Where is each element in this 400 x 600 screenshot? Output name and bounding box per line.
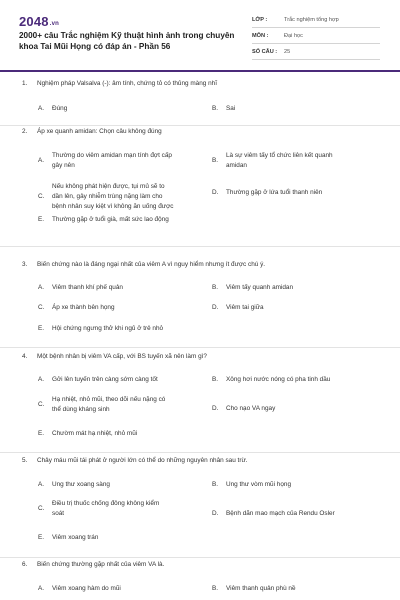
option-d[interactable] [212, 303, 382, 313]
question-separator [0, 125, 400, 126]
option-a[interactable] [38, 375, 208, 385]
option-letter: B. [212, 585, 219, 592]
option-letter: A. [38, 481, 45, 488]
question-text [22, 457, 248, 464]
question-text [22, 561, 164, 568]
option-a[interactable] [38, 104, 208, 114]
meta-key: LỚP : [252, 16, 268, 23]
question-body: Biến chứng nào là đáng ngại nhất của viêm A vì nguy hiểm nhưng ít được chú ý. [37, 261, 266, 268]
question-number: 1. [22, 80, 28, 87]
meta-key: SỐ CÂU : [252, 48, 278, 55]
meta-row-subject [252, 28, 380, 44]
option-letter: C. [38, 304, 45, 311]
option-letter: D. [212, 189, 219, 196]
option-text: Gởi lên tuyến trên càng sớm càng tốt [52, 376, 158, 383]
option-b[interactable] [212, 584, 382, 594]
option-e[interactable] [38, 429, 208, 439]
option-d[interactable] [212, 188, 382, 198]
question-number: 4. [22, 353, 28, 360]
option-text: Hạ nhiệt, nhỏ mũi, theo dõi nếu nặng có thể dùng kháng sinh [52, 396, 166, 413]
option-text: Đúng [52, 105, 68, 112]
option-c[interactable] [38, 499, 208, 519]
option-text: Điều trị thuốc chống đông không kiểm soát [52, 500, 160, 517]
option-text: Ung thư vòm mũi họng [226, 481, 292, 488]
option-letter: D. [212, 405, 219, 412]
meta-table [252, 12, 380, 60]
question-body: Biến chứng thường gặp nhất của viêm VA là. [37, 561, 165, 568]
option-letter: E. [38, 534, 45, 541]
logo-suffix: .vn [49, 21, 60, 27]
option-text: Bệnh dãn mao mạch của Rendu Osler [226, 510, 335, 517]
option-letter: A. [38, 585, 45, 592]
question-text [22, 261, 265, 268]
option-text: Chườm mát hạ nhiệt, nhỏ mũi [52, 430, 138, 437]
option-b[interactable] [212, 283, 382, 293]
option-letter: A. [38, 157, 45, 164]
option-text: Thường do viêm amidan mạn tính đợt cấp gây nên [52, 152, 172, 169]
option-b[interactable] [212, 104, 382, 114]
option-b[interactable] [212, 151, 382, 171]
option-letter: A. [38, 376, 45, 383]
meta-key: MÔN : [252, 32, 269, 39]
option-letter: B. [212, 481, 219, 488]
option-letter: E. [38, 430, 45, 437]
question-number: 6. [22, 561, 28, 568]
question-body: Áp xe quanh amidan: Chọn câu không đúng [37, 128, 162, 135]
option-letter: A. [38, 284, 45, 291]
option-c[interactable] [38, 303, 208, 313]
option-text: Viêm thanh quản phù nề [226, 585, 296, 592]
question-separator [0, 347, 400, 348]
meta-value: 25 [284, 48, 291, 55]
option-text: Nếu không phát hiện được, tụi mủ sẽ to dần lên, gây nhiễm trùng nặng làm cho bệnh nhân suy kiệt vì không ăn uống được [52, 183, 174, 210]
question-separator [0, 452, 400, 453]
option-a[interactable] [38, 584, 208, 594]
option-d[interactable] [212, 404, 382, 414]
option-a[interactable] [38, 151, 208, 171]
option-c[interactable] [38, 395, 208, 415]
option-text: Hội chứng ngưng thở khi ngủ ở trẻ nhỏ [52, 325, 164, 332]
question-text [22, 80, 217, 87]
document-title: 2000+ câu Trắc nghiệm Kỹ thuật hình ảnh trong chuyên khoa Tai Mũi Họng có đáp án - Phần 56 [19, 31, 235, 51]
option-e[interactable] [38, 324, 208, 334]
header-divider [0, 70, 400, 72]
question-body: Chảy máu mũi tái phát ở người lớn có thể do những nguyên nhân sau trừ. [37, 457, 248, 464]
meta-row-class [252, 12, 380, 28]
option-text: Ung thư xoang sàng [52, 481, 110, 488]
option-text: Viêm tai giữa [226, 304, 264, 311]
option-a[interactable] [38, 283, 208, 293]
page-header [0, 0, 400, 72]
question-number: 2. [22, 128, 28, 135]
option-a[interactable] [38, 480, 208, 490]
option-letter: C. [38, 193, 45, 200]
option-text: Là sự viêm tấy tổ chức liên kết quanh amidan [226, 152, 333, 169]
question-separator [0, 246, 400, 247]
option-text: Áp xe thành bên họng [52, 304, 115, 311]
option-text: Viêm xoang hàm do mũi [52, 585, 121, 592]
question-text [22, 128, 162, 135]
option-text: Cho nạo VA ngay [226, 405, 276, 412]
option-text: Viêm thanh khí phế quản [52, 284, 123, 291]
option-e[interactable] [38, 533, 208, 543]
option-letter: E. [38, 216, 45, 223]
logo-main: 2048 [19, 14, 49, 29]
option-letter: B. [212, 376, 219, 383]
meta-value: Đại học [284, 32, 303, 39]
option-text: Sai [226, 105, 236, 112]
option-text: Viêm xoang trán [52, 534, 99, 541]
site-logo[interactable] [19, 14, 59, 29]
option-text: Viêm tấy quanh amidan [226, 284, 294, 291]
question-number: 5. [22, 457, 28, 464]
option-b[interactable] [212, 375, 382, 385]
option-letter: B. [212, 284, 219, 291]
option-letter: A. [38, 105, 45, 112]
option-letter: C. [38, 505, 45, 512]
option-letter: B. [212, 157, 219, 164]
question-number: 3. [22, 261, 28, 268]
question-separator [0, 557, 400, 558]
option-d[interactable] [212, 509, 382, 519]
option-e[interactable] [38, 215, 208, 225]
option-c[interactable] [38, 182, 208, 212]
question-body: Nghiệm pháp Valsalva (-): âm tính, chứng tỏ có thủng màng nhĩ [37, 80, 217, 87]
option-letter: E. [38, 325, 45, 332]
option-text: Thường gặp ở lứa tuổi thanh niên [226, 189, 323, 196]
option-letter: D. [212, 510, 219, 517]
option-text: Xông hơi nước nóng có pha tinh dầu [226, 376, 331, 383]
meta-row-count [252, 44, 380, 60]
question-text [22, 353, 207, 360]
meta-value: Trắc nghiệm tổng hợp [284, 16, 339, 23]
option-text: Thường gặp ở tuổi già, mất sức lao động [52, 216, 169, 223]
option-b[interactable] [212, 480, 382, 490]
option-letter: B. [212, 105, 219, 112]
option-letter: D. [212, 304, 219, 311]
question-body: Một bệnh nhân bị viêm VA cấp, với BS tuyến xã nên làm gì? [37, 353, 207, 360]
option-letter: C. [38, 401, 45, 408]
